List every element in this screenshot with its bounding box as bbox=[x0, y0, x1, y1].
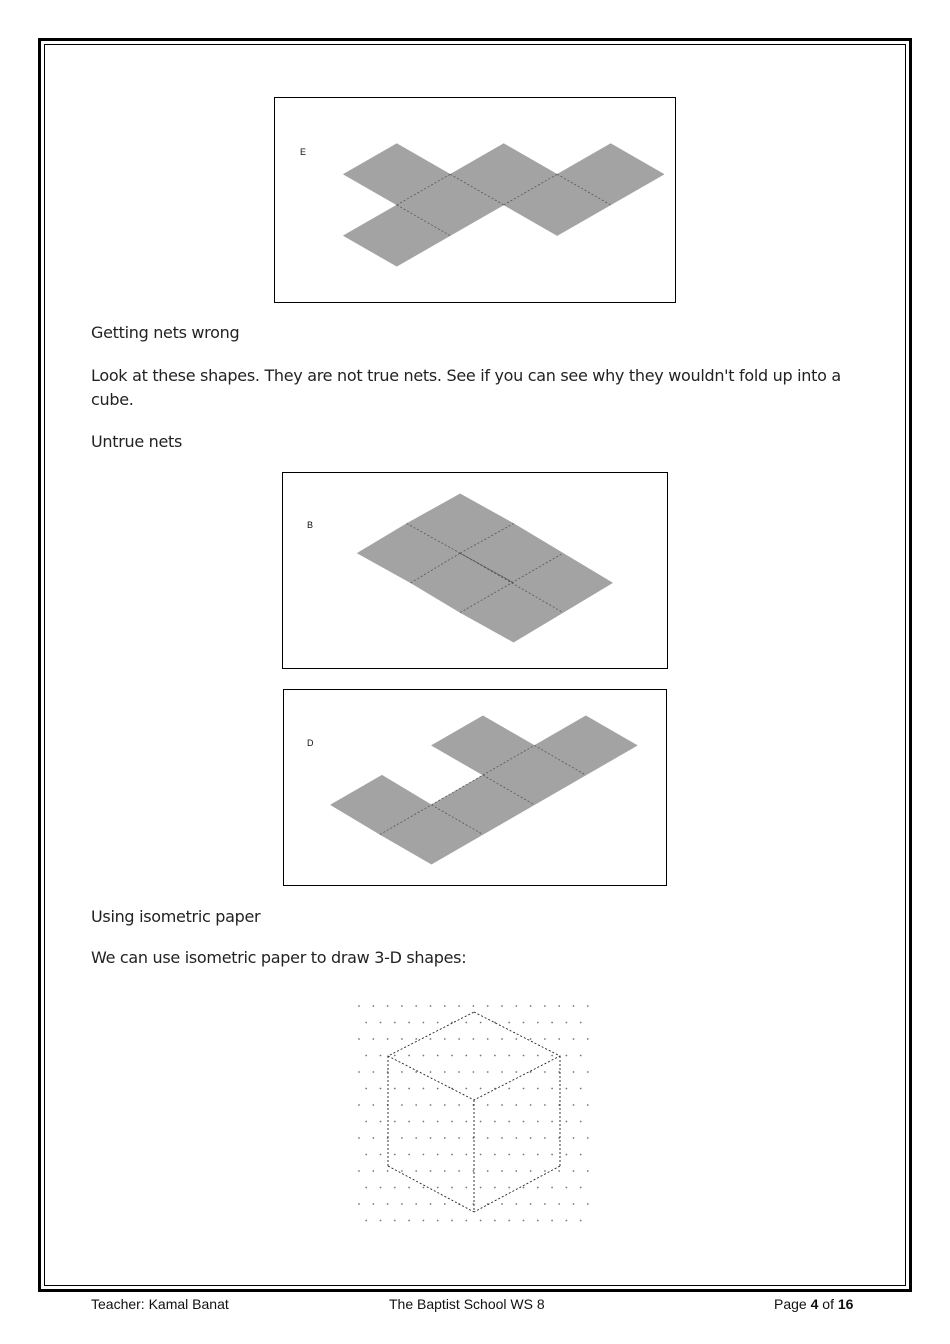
grid-dot bbox=[580, 1022, 582, 1024]
grid-dot bbox=[394, 1187, 396, 1189]
grid-dot bbox=[580, 1121, 582, 1123]
grid-dot bbox=[573, 1104, 575, 1106]
grid-dot bbox=[408, 1121, 410, 1123]
grid-dot bbox=[401, 1137, 403, 1139]
grid-dot bbox=[473, 1071, 475, 1073]
grid-dot bbox=[530, 1170, 532, 1172]
net-figure-b bbox=[282, 472, 668, 669]
grid-dot bbox=[473, 1170, 475, 1172]
grid-dot bbox=[494, 1154, 496, 1156]
grid-dot bbox=[587, 1104, 589, 1106]
grid-dot bbox=[523, 1022, 525, 1024]
net-b-diagram bbox=[283, 473, 667, 668]
grid-dot bbox=[544, 1203, 546, 1205]
grid-dot bbox=[480, 1088, 482, 1090]
grid-dot bbox=[508, 1220, 510, 1222]
grid-dot bbox=[408, 1187, 410, 1189]
grid-dot bbox=[444, 1137, 446, 1139]
grid-dot bbox=[537, 1220, 539, 1222]
grid-dot bbox=[551, 1220, 553, 1222]
grid-dot bbox=[487, 1170, 489, 1172]
grid-dot bbox=[387, 1170, 389, 1172]
grid-dot bbox=[423, 1154, 425, 1156]
grid-dot bbox=[372, 1203, 374, 1205]
grid-dot bbox=[480, 1055, 482, 1057]
grid-dot bbox=[566, 1187, 568, 1189]
grid-dot bbox=[365, 1220, 367, 1222]
grid-dot bbox=[566, 1220, 568, 1222]
grid-dot bbox=[394, 1220, 396, 1222]
grid-dot bbox=[444, 1203, 446, 1205]
grid-dot bbox=[480, 1220, 482, 1222]
grid-dot bbox=[480, 1022, 482, 1024]
grid-dot bbox=[401, 1005, 403, 1007]
grid-dot bbox=[530, 1203, 532, 1205]
grid-dot bbox=[423, 1088, 425, 1090]
grid-dot bbox=[430, 1137, 432, 1139]
grid-dot bbox=[501, 1038, 503, 1040]
grid-dot bbox=[465, 1220, 467, 1222]
isometric-dot-grid bbox=[355, 1000, 595, 1232]
grid-dot bbox=[587, 1137, 589, 1139]
grid-dot bbox=[380, 1187, 382, 1189]
grid-dot bbox=[358, 1005, 360, 1007]
grid-dot bbox=[358, 1137, 360, 1139]
grid-dot bbox=[430, 1203, 432, 1205]
footer-school: The Baptist School WS 8 bbox=[389, 1296, 545, 1312]
grid-dot bbox=[458, 1038, 460, 1040]
grid-dot bbox=[523, 1154, 525, 1156]
grid-dot bbox=[458, 1005, 460, 1007]
grid-dot bbox=[358, 1038, 360, 1040]
grid-dot bbox=[537, 1055, 539, 1057]
grid-dot bbox=[394, 1022, 396, 1024]
grid-dot bbox=[380, 1154, 382, 1156]
grid-dot bbox=[365, 1055, 367, 1057]
grid-dot bbox=[587, 1170, 589, 1172]
grid-dot bbox=[515, 1203, 517, 1205]
grid-dot bbox=[558, 1170, 560, 1172]
grid-dot bbox=[365, 1187, 367, 1189]
footer-page-current: 4 bbox=[810, 1296, 819, 1312]
grid-dot bbox=[415, 1137, 417, 1139]
grid-dot bbox=[551, 1187, 553, 1189]
grid-dot bbox=[537, 1187, 539, 1189]
grid-dot bbox=[523, 1088, 525, 1090]
grid-dot bbox=[423, 1121, 425, 1123]
grid-dot bbox=[480, 1121, 482, 1123]
grid-dot bbox=[401, 1203, 403, 1205]
grid-dot bbox=[394, 1055, 396, 1057]
grid-dot bbox=[358, 1104, 360, 1106]
grid-dot bbox=[487, 1005, 489, 1007]
grid-dot bbox=[487, 1038, 489, 1040]
grid-dot bbox=[372, 1137, 374, 1139]
grid-dot bbox=[465, 1187, 467, 1189]
grid-dot bbox=[501, 1005, 503, 1007]
grid-dot bbox=[423, 1022, 425, 1024]
grid-dot bbox=[566, 1022, 568, 1024]
grid-dot bbox=[444, 1170, 446, 1172]
grid-dot bbox=[551, 1154, 553, 1156]
grid-dot bbox=[508, 1121, 510, 1123]
grid-dot bbox=[365, 1154, 367, 1156]
grid-dot bbox=[544, 1038, 546, 1040]
grid-dot bbox=[430, 1038, 432, 1040]
grid-dot bbox=[537, 1154, 539, 1156]
footer-page-total: 16 bbox=[837, 1296, 854, 1312]
grid-dot bbox=[380, 1055, 382, 1057]
grid-dot bbox=[458, 1071, 460, 1073]
grid-dot bbox=[372, 1005, 374, 1007]
grid-dot bbox=[380, 1022, 382, 1024]
grid-dot bbox=[566, 1154, 568, 1156]
grid-dot bbox=[537, 1022, 539, 1024]
grid-dot bbox=[544, 1104, 546, 1106]
grid-dot bbox=[458, 1104, 460, 1106]
grid-dot bbox=[580, 1088, 582, 1090]
grid-dot bbox=[501, 1104, 503, 1106]
net-e-label: E bbox=[300, 147, 307, 157]
grid-dot bbox=[480, 1187, 482, 1189]
grid-dot bbox=[444, 1104, 446, 1106]
grid-dot bbox=[508, 1187, 510, 1189]
grid-dot bbox=[415, 1038, 417, 1040]
grid-dot bbox=[465, 1022, 467, 1024]
grid-dot bbox=[530, 1038, 532, 1040]
grid-dot bbox=[408, 1055, 410, 1057]
grid-dot bbox=[544, 1005, 546, 1007]
grid-dot bbox=[465, 1154, 467, 1156]
grid-dot bbox=[508, 1022, 510, 1024]
grid-dot bbox=[451, 1187, 453, 1189]
grid-dot bbox=[451, 1154, 453, 1156]
grid-dot bbox=[487, 1071, 489, 1073]
grid-dot bbox=[408, 1022, 410, 1024]
footer-page-number bbox=[774, 1296, 853, 1312]
grid-dot bbox=[380, 1121, 382, 1123]
grid-dot bbox=[430, 1170, 432, 1172]
grid-dot bbox=[587, 1203, 589, 1205]
grid-dot bbox=[430, 1071, 432, 1073]
grid-dot bbox=[444, 1038, 446, 1040]
grid-dot bbox=[508, 1154, 510, 1156]
grid-dot bbox=[523, 1187, 525, 1189]
grid-dot bbox=[372, 1104, 374, 1106]
grid-dot bbox=[380, 1088, 382, 1090]
grid-dot bbox=[444, 1071, 446, 1073]
grid-dot bbox=[551, 1121, 553, 1123]
grid-dot bbox=[501, 1137, 503, 1139]
grid-dot bbox=[551, 1022, 553, 1024]
grid-dot bbox=[365, 1022, 367, 1024]
grid-dot bbox=[530, 1137, 532, 1139]
grid-dot bbox=[566, 1055, 568, 1057]
grid-dot bbox=[465, 1088, 467, 1090]
grid-dot bbox=[437, 1121, 439, 1123]
grid-dot bbox=[437, 1022, 439, 1024]
footer-teacher: Teacher: Kamal Banat bbox=[91, 1296, 229, 1312]
heading-untrue-nets: Untrue nets bbox=[91, 432, 183, 451]
grid-dot bbox=[587, 1071, 589, 1073]
grid-dot bbox=[501, 1071, 503, 1073]
grid-dot bbox=[415, 1071, 417, 1073]
grid-dot bbox=[430, 1104, 432, 1106]
grid-dot bbox=[515, 1071, 517, 1073]
grid-dot bbox=[437, 1187, 439, 1189]
grid-dot bbox=[566, 1088, 568, 1090]
grid-dot bbox=[465, 1121, 467, 1123]
grid-dot bbox=[437, 1088, 439, 1090]
grid-dot bbox=[523, 1121, 525, 1123]
grid-dot bbox=[473, 1038, 475, 1040]
net-d-diagram bbox=[284, 690, 666, 885]
grid-dot bbox=[537, 1088, 539, 1090]
grid-dot bbox=[401, 1071, 403, 1073]
grid-dot bbox=[530, 1104, 532, 1106]
grid-dot bbox=[487, 1104, 489, 1106]
grid-dot bbox=[494, 1187, 496, 1189]
grid-dot bbox=[401, 1104, 403, 1106]
grid-dot bbox=[508, 1088, 510, 1090]
grid-dot bbox=[487, 1137, 489, 1139]
net-e-diagram bbox=[275, 98, 675, 302]
grid-dot bbox=[394, 1154, 396, 1156]
grid-dot bbox=[523, 1055, 525, 1057]
heading-using-isometric-paper: Using isometric paper bbox=[91, 907, 261, 926]
grid-dot bbox=[408, 1088, 410, 1090]
grid-dot bbox=[415, 1104, 417, 1106]
isometric-cube-drawing bbox=[355, 1000, 595, 1232]
grid-dot bbox=[465, 1055, 467, 1057]
footer-page-of: of bbox=[822, 1296, 834, 1312]
grid-dot bbox=[437, 1220, 439, 1222]
grid-dot bbox=[515, 1038, 517, 1040]
grid-dot bbox=[401, 1170, 403, 1172]
grid-dot bbox=[437, 1055, 439, 1057]
net-figure-e bbox=[274, 97, 676, 303]
grid-dot bbox=[415, 1005, 417, 1007]
grid-dot bbox=[573, 1005, 575, 1007]
grid-dot bbox=[451, 1055, 453, 1057]
grid-dot bbox=[515, 1104, 517, 1106]
grid-dot bbox=[372, 1038, 374, 1040]
grid-dot bbox=[423, 1187, 425, 1189]
grid-dot bbox=[523, 1220, 525, 1222]
grid-dot bbox=[494, 1055, 496, 1057]
grid-dot bbox=[494, 1220, 496, 1222]
grid-dot bbox=[587, 1038, 589, 1040]
grid-dot bbox=[451, 1121, 453, 1123]
paragraph-isometric-paper: We can use isometric paper to draw 3-D shapes: bbox=[91, 948, 467, 967]
grid-dot bbox=[430, 1005, 432, 1007]
grid-dot bbox=[544, 1071, 546, 1073]
grid-dot bbox=[372, 1071, 374, 1073]
grid-dot bbox=[494, 1121, 496, 1123]
grid-dot bbox=[365, 1088, 367, 1090]
grid-dot bbox=[437, 1154, 439, 1156]
grid-dot bbox=[380, 1220, 382, 1222]
grid-dot bbox=[387, 1203, 389, 1205]
heading-getting-nets-wrong: Getting nets wrong bbox=[91, 323, 240, 342]
net-figure-d bbox=[283, 689, 667, 886]
grid-dot bbox=[566, 1121, 568, 1123]
footer-page-prefix: Page bbox=[774, 1296, 807, 1312]
grid-dot bbox=[515, 1137, 517, 1139]
grid-dot bbox=[537, 1121, 539, 1123]
grid-dot bbox=[573, 1137, 575, 1139]
grid-dot bbox=[451, 1220, 453, 1222]
grid-dot bbox=[558, 1005, 560, 1007]
grid-dot bbox=[480, 1154, 482, 1156]
grid-dot bbox=[558, 1203, 560, 1205]
grid-dot bbox=[458, 1137, 460, 1139]
grid-dot bbox=[387, 1005, 389, 1007]
grid-dot bbox=[501, 1203, 503, 1205]
grid-dot bbox=[408, 1154, 410, 1156]
grid-dot bbox=[551, 1055, 553, 1057]
grid-dot bbox=[408, 1220, 410, 1222]
grid-dot bbox=[358, 1203, 360, 1205]
grid-dot bbox=[515, 1170, 517, 1172]
grid-dot bbox=[551, 1088, 553, 1090]
grid-dot bbox=[580, 1187, 582, 1189]
grid-dot bbox=[415, 1170, 417, 1172]
grid-dot bbox=[544, 1170, 546, 1172]
grid-dot bbox=[394, 1088, 396, 1090]
grid-dot bbox=[573, 1203, 575, 1205]
grid-dot bbox=[580, 1220, 582, 1222]
grid-dot bbox=[423, 1220, 425, 1222]
paragraph-look-at-shapes: Look at these shapes. They are not true nets. See if you can see why they wouldn't fold up into a cube. bbox=[91, 366, 841, 409]
grid-dot bbox=[580, 1055, 582, 1057]
grid-dot bbox=[365, 1121, 367, 1123]
grid-dot bbox=[508, 1055, 510, 1057]
grid-dot bbox=[394, 1121, 396, 1123]
grid-dot bbox=[444, 1005, 446, 1007]
grid-dot bbox=[358, 1071, 360, 1073]
grid-dot bbox=[358, 1170, 360, 1172]
net-d-label: D bbox=[307, 738, 314, 748]
grid-dot bbox=[587, 1005, 589, 1007]
grid-dot bbox=[473, 1005, 475, 1007]
grid-dot bbox=[573, 1071, 575, 1073]
grid-dot bbox=[515, 1005, 517, 1007]
grid-dot bbox=[573, 1170, 575, 1172]
grid-dot bbox=[580, 1154, 582, 1156]
grid-dot bbox=[501, 1170, 503, 1172]
grid-dot bbox=[573, 1038, 575, 1040]
net-b-label: B bbox=[307, 520, 314, 530]
grid-dot bbox=[401, 1038, 403, 1040]
grid-dot bbox=[423, 1055, 425, 1057]
grid-dot bbox=[372, 1170, 374, 1172]
grid-dot bbox=[530, 1005, 532, 1007]
grid-dot bbox=[458, 1170, 460, 1172]
grid-dot bbox=[558, 1038, 560, 1040]
grid-dot bbox=[544, 1137, 546, 1139]
grid-dot bbox=[415, 1203, 417, 1205]
grid-dot bbox=[387, 1038, 389, 1040]
